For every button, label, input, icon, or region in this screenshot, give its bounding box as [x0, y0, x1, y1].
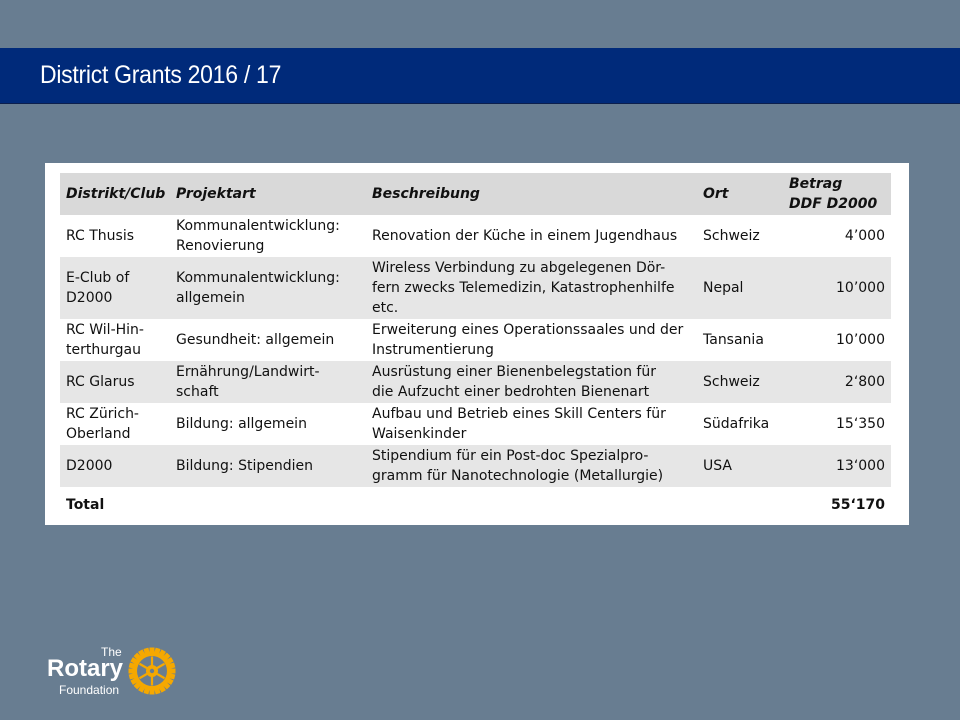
- cell-type-line: Ernährung/Landwirt-: [176, 364, 320, 380]
- cell-type: [170, 215, 366, 257]
- cell-club-line: D2000: [66, 290, 113, 306]
- cell-description-line: gramm für Nanotechnologie (Metallurgie): [372, 468, 664, 484]
- cell-club-line: E-Club of: [66, 270, 130, 286]
- cell-club: [60, 215, 170, 257]
- cell-type: [170, 403, 366, 445]
- cell-description-line: die Aufzucht einer bedrohten Bienenart: [372, 384, 650, 400]
- table-row: [60, 215, 891, 257]
- cell-type: [170, 361, 366, 403]
- slide-title: District Grants 2016 / 17: [40, 61, 282, 89]
- cell-description-line: Wireless Verbindung zu abgelegenen Dör-: [372, 260, 666, 276]
- total-empty-cell: [170, 487, 366, 522]
- cell-description-line: etc.: [372, 300, 399, 316]
- cell-type-line: Kommunalentwicklung:: [176, 218, 340, 234]
- cell-type: [170, 445, 366, 487]
- table-row: [60, 257, 891, 319]
- header-location: Ort: [697, 173, 783, 215]
- cell-club: [60, 319, 170, 361]
- cell-description: [366, 445, 697, 487]
- header-description: Beschreibung: [366, 173, 697, 215]
- cell-type-line: schaft: [176, 384, 219, 400]
- logo-the-text: The: [101, 645, 122, 659]
- rotary-foundation-logo: [47, 645, 187, 700]
- cell-description-line: Stipendium für ein Post-doc Spezialpro-: [372, 448, 649, 464]
- cell-club-line: RC Zürich-: [66, 406, 139, 422]
- cell-description: [366, 319, 697, 361]
- logo-rotary-text: Rotary: [47, 655, 124, 682]
- cell-club-line: RC Thusis: [66, 228, 135, 244]
- cell-description-line: fern zwecks Telemedizin, Katastrophenhilfe: [372, 280, 675, 296]
- cell-amount: 2‘800: [783, 361, 891, 403]
- grants-table: [60, 173, 891, 522]
- total-empty-cell: [697, 487, 783, 522]
- rotary-wheel-icon: [127, 646, 177, 696]
- header-amount-line2: DDF D2000: [789, 196, 878, 212]
- table-row: [60, 403, 891, 445]
- cell-club-line: Oberland: [66, 426, 131, 442]
- logo-foundation-text: Foundation: [59, 683, 120, 697]
- cell-amount: 10’000: [783, 257, 891, 319]
- header-amount: [783, 173, 891, 215]
- header-amount-line1: Betrag: [789, 176, 843, 192]
- cell-location: USA: [697, 445, 783, 487]
- header-club: Distrikt/Club: [60, 173, 170, 215]
- cell-description: [366, 403, 697, 445]
- cell-location: Schweiz: [697, 361, 783, 403]
- total-empty-cell: [366, 487, 697, 522]
- title-bar: [0, 48, 960, 104]
- cell-description-line: Aufbau und Betrieb eines Skill Centers für: [372, 406, 666, 422]
- table-body: [60, 215, 891, 487]
- cell-type: [170, 257, 366, 319]
- cell-type-line: Bildung: allgemein: [176, 416, 307, 432]
- total-amount: 55‘170: [830, 496, 885, 513]
- cell-description: [366, 257, 697, 319]
- table-row: [60, 319, 891, 361]
- cell-amount: 13‘000: [783, 445, 891, 487]
- table-row: [60, 361, 891, 403]
- cell-type-line: allgemein: [176, 290, 245, 306]
- cell-description: [366, 361, 697, 403]
- grants-table-card: [45, 163, 909, 525]
- cell-type-line: Bildung: Stipendien: [176, 458, 313, 474]
- table-header-row: [60, 173, 891, 215]
- cell-type-line: Renovierung: [176, 238, 265, 254]
- cell-club-line: D2000: [66, 458, 113, 474]
- cell-description-line: Erweiterung eines Operationssaales und der: [372, 322, 684, 338]
- cell-amount: 4’000: [844, 228, 885, 244]
- cell-club-line: RC Glarus: [66, 374, 135, 390]
- header-type: Projektart: [170, 173, 366, 215]
- cell-club-line: terthurgau: [66, 342, 141, 358]
- cell-club: [60, 403, 170, 445]
- cell-location: Schweiz: [703, 228, 760, 244]
- cell-club: [60, 257, 170, 319]
- cell-type-line: Kommunalentwicklung:: [176, 270, 340, 286]
- cell-location: Südafrika: [703, 416, 770, 432]
- cell-club: [60, 361, 170, 403]
- cell-amount: 15‘350: [836, 416, 885, 432]
- cell-amount: 10’000: [836, 332, 885, 348]
- cell-description-line: Renovation der Küche in einem Jugendhaus: [372, 228, 678, 244]
- cell-description: [366, 215, 697, 257]
- cell-type: [170, 319, 366, 361]
- cell-club: [60, 445, 170, 487]
- total-row: [60, 487, 891, 522]
- table-row: [60, 445, 891, 487]
- cell-description-line: Instrumentierung: [372, 342, 494, 358]
- cell-club-line: RC Wil-Hin-: [66, 322, 144, 338]
- cell-description-line: Ausrüstung einer Bienenbelegstation für: [372, 364, 656, 380]
- cell-description-line: Waisenkinder: [372, 426, 467, 442]
- cell-type-line: Gesundheit: allgemein: [176, 332, 335, 348]
- total-label: Total: [66, 496, 105, 513]
- cell-location: Tansania: [703, 332, 764, 348]
- cell-location: Nepal: [697, 257, 783, 319]
